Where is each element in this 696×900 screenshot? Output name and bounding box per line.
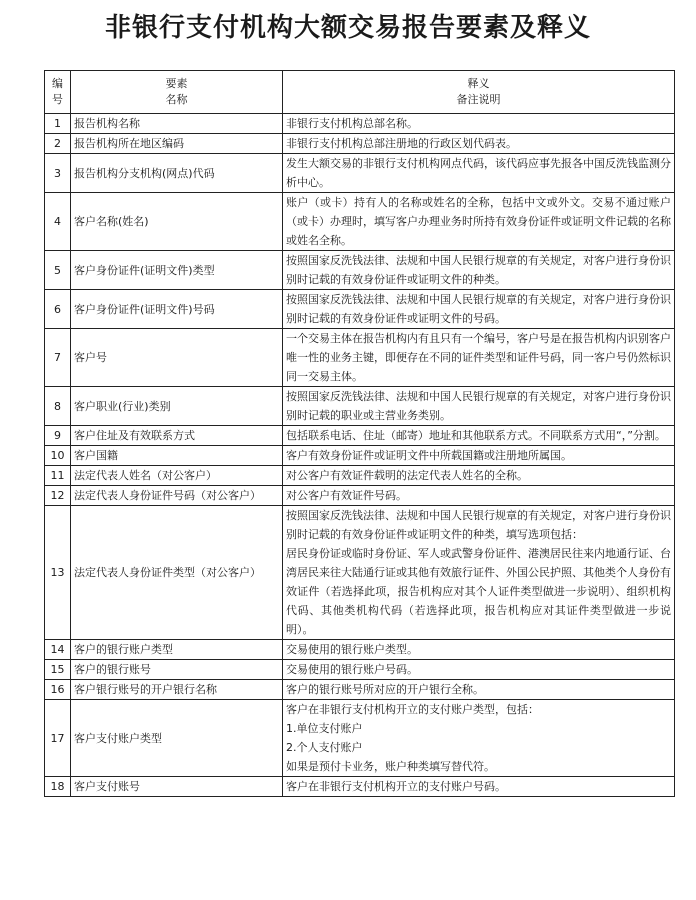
element-description <box>283 466 675 486</box>
element-description <box>283 134 675 154</box>
element-description <box>283 193 675 251</box>
header-description-bottom: 备注说明 <box>456 93 501 106</box>
description-line: 按照国家反洗钱法律、法规和中国人民银行规章的有关规定，对客户进行身份识别时记载的有效身份证件或证明文件的种类，填写选项包括： <box>286 509 671 541</box>
description-line: 客户在非银行支付机构开立的支付账户号码。 <box>286 780 506 793</box>
row-number: 5 <box>45 251 71 290</box>
element-description <box>283 486 675 506</box>
description-line: 客户的银行账号所对应的开户银行全称。 <box>286 683 484 696</box>
element-name: 客户身份证件(证明文件)类型 <box>71 251 283 290</box>
element-description <box>283 777 675 797</box>
row-number: 12 <box>45 486 71 506</box>
element-name: 客户国籍 <box>71 446 283 466</box>
table-row <box>45 329 675 387</box>
description-line: 发生大额交易的非银行支付机构网点代码，该代码应事先报各中国反洗钱监测分析中心。 <box>286 157 671 189</box>
description-line: 交易使用的银行账户号码。 <box>286 663 418 676</box>
element-description <box>283 506 675 640</box>
table-header-row <box>45 71 675 114</box>
table-body <box>45 114 675 797</box>
row-number: 10 <box>45 446 71 466</box>
element-name: 报告机构名称 <box>71 114 283 134</box>
table-row <box>45 660 675 680</box>
header-element-top: 要素 <box>165 77 188 90</box>
element-name: 法定代表人身份证件类型（对公客户） <box>71 506 283 640</box>
row-number: 6 <box>45 290 71 329</box>
row-number: 4 <box>45 193 71 251</box>
header-number-top: 编 <box>52 77 63 90</box>
description-line: 对公客户有效证件号码。 <box>286 489 407 502</box>
header-description <box>283 71 675 114</box>
description-line: 一个交易主体在报告机构内有且只有一个编号，客户号是在报告机构内识别客户唯一性的业务主键，即便存在不同的证件类型和证件号码，同一客户号仍然标识同一交易主体。 <box>286 332 671 383</box>
row-number: 1 <box>45 114 71 134</box>
element-description <box>283 640 675 660</box>
table-row <box>45 640 675 660</box>
table-row <box>45 506 675 640</box>
row-number: 7 <box>45 329 71 387</box>
element-description <box>283 114 675 134</box>
row-number: 13 <box>45 506 71 640</box>
header-number-bottom: 号 <box>52 93 63 106</box>
description-line: 包括联系电话、住址（邮寄）地址和其他联系方式。不同联系方式用“，”分割。 <box>286 429 666 442</box>
description-line: 按照国家反洗钱法律、法规和中国人民银行规章的有关规定，对客户进行身份识别时记载的有效身份证件或证明文件的号码。 <box>286 293 671 325</box>
table-row <box>45 446 675 466</box>
element-name: 客户名称(姓名) <box>71 193 283 251</box>
header-element <box>71 71 283 114</box>
table-row <box>45 290 675 329</box>
description-line: 按照国家反洗钱法律、法规和中国人民银行规章的有关规定，对客户进行身份识别时记载的有效身份证件或证明文件的种类。 <box>286 254 671 286</box>
element-description <box>283 446 675 466</box>
description-line: 如果是预付卡业务，账户种类填写替代符。 <box>286 760 495 773</box>
description-line: 客户在非银行支付机构开立的支付账户类型，包括： <box>286 703 539 716</box>
element-name: 客户身份证件(证明文件)号码 <box>71 290 283 329</box>
row-number: 8 <box>45 387 71 426</box>
header-description-top: 释义 <box>467 77 490 90</box>
description-line: 非银行支付机构总部名称。 <box>286 117 418 130</box>
table-row <box>45 387 675 426</box>
description-line: 1.单位支付账户 <box>286 722 363 735</box>
row-number: 18 <box>45 777 71 797</box>
element-name: 客户银行账号的开户银行名称 <box>71 680 283 700</box>
element-name: 客户支付账户类型 <box>71 700 283 777</box>
row-number: 9 <box>45 426 71 446</box>
elements-table <box>44 70 675 797</box>
table-row <box>45 486 675 506</box>
row-number: 11 <box>45 466 71 486</box>
element-name: 法定代表人身份证件号码（对公客户） <box>71 486 283 506</box>
description-line: 按照国家反洗钱法律、法规和中国人民银行规章的有关规定，对客户进行身份识别时记载的职业或主营业务类别。 <box>286 390 671 422</box>
table-row <box>45 251 675 290</box>
element-name: 报告机构分支机构(网点)代码 <box>71 154 283 193</box>
element-description <box>283 680 675 700</box>
description-line: 账户（或卡）持有人的名称或姓名的全称，包括中文或外文。交易不通过账户（或卡）办理时，填写客户办理业务时所持有效身份证件或证明文件记载的名称或姓名全称。 <box>286 196 671 247</box>
row-number: 15 <box>45 660 71 680</box>
table-row <box>45 777 675 797</box>
element-name: 报告机构所在地区编码 <box>71 134 283 154</box>
element-name: 法定代表人姓名（对公客户） <box>71 466 283 486</box>
description-line: 非银行支付机构总部注册地的行政区划代码表。 <box>286 137 517 150</box>
element-name: 客户的银行账号 <box>71 660 283 680</box>
element-description <box>283 387 675 426</box>
table-row <box>45 193 675 251</box>
element-description <box>283 700 675 777</box>
element-description <box>283 251 675 290</box>
element-name: 客户住址及有效联系方式 <box>71 426 283 446</box>
description-line: 居民身份证或临时身份证、军人或武警身份证件、港澳居民往来内地通行证、台湾居民来往大陆通行证或其他有效旅行证件、外国公民护照、其他类个人身份有效证件（若选择此项，报告机构应对其个人证件类型做进一步说明）、组织机构代码、其他类机构代码（若选择此项，报告机构应对其证件类型做进一步说明）。 <box>286 547 671 636</box>
element-name: 客户支付账号 <box>71 777 283 797</box>
description-line: 2.个人支付账户 <box>286 741 363 754</box>
row-number: 2 <box>45 134 71 154</box>
row-number: 17 <box>45 700 71 777</box>
element-description <box>283 290 675 329</box>
element-description <box>283 660 675 680</box>
page-title: 非银行支付机构大额交易报告要素及释义 <box>104 13 591 43</box>
element-description <box>283 329 675 387</box>
description-line: 客户有效身份证件或证明文件中所载国籍或注册地所属国。 <box>286 449 572 462</box>
element-description <box>283 426 675 446</box>
header-element-bottom: 名称 <box>165 93 188 106</box>
table-row <box>45 466 675 486</box>
description-line: 交易使用的银行账户类型。 <box>286 643 418 656</box>
element-name: 客户号 <box>71 329 283 387</box>
row-number: 16 <box>45 680 71 700</box>
row-number: 3 <box>45 154 71 193</box>
header-number <box>45 71 71 114</box>
table-row <box>45 680 675 700</box>
element-description <box>283 154 675 193</box>
table-row <box>45 426 675 446</box>
table-row <box>45 700 675 777</box>
table-row <box>45 114 675 134</box>
element-name: 客户职业(行业)类别 <box>71 387 283 426</box>
element-name: 客户的银行账户类型 <box>71 640 283 660</box>
table-row <box>45 154 675 193</box>
row-number: 14 <box>45 640 71 660</box>
table-row <box>45 134 675 154</box>
description-line: 对公客户有效证件载明的法定代表人姓名的全称。 <box>286 469 528 482</box>
